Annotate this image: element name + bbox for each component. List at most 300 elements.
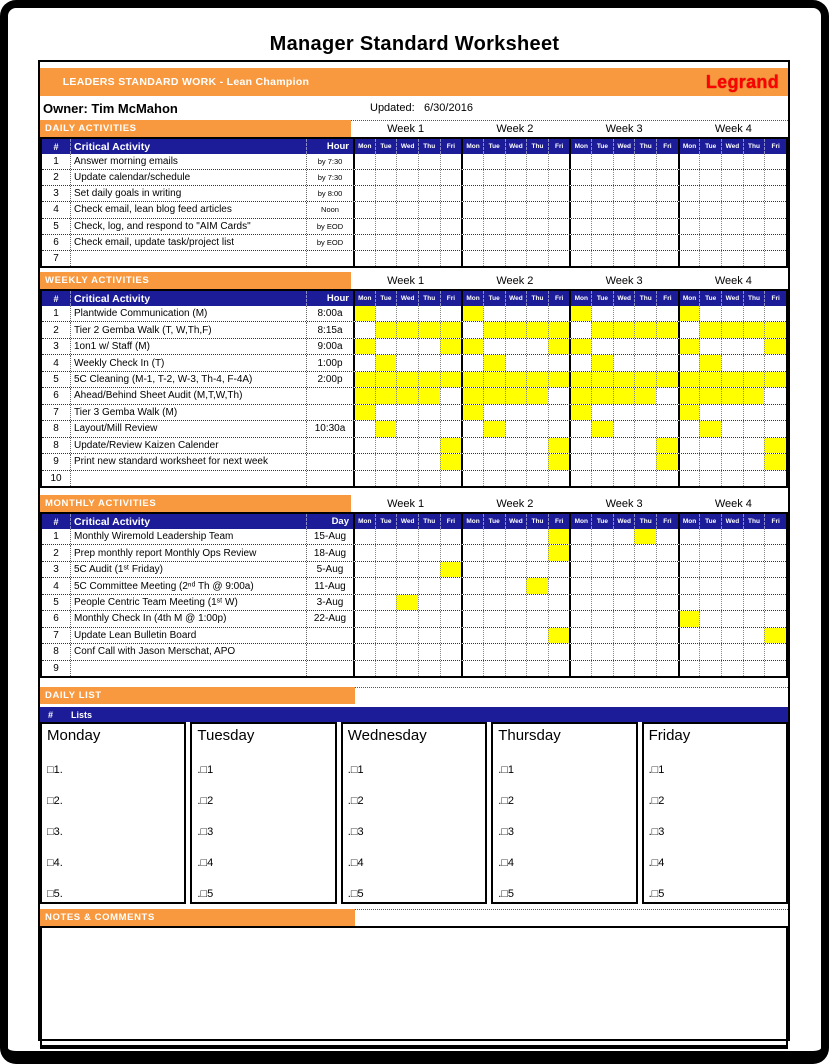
marked-day-cell[interactable] [743,322,765,337]
day-cell[interactable] [418,578,440,593]
day-cell[interactable] [396,235,418,250]
activity-cell[interactable]: Check, log, and respond to "AIM Cards" [70,219,306,234]
day-cell[interactable] [375,611,397,626]
day-cell[interactable] [569,355,591,370]
day-cell[interactable] [548,219,570,234]
day-cell[interactable] [440,306,462,321]
day-cell[interactable] [440,235,462,250]
day-cell[interactable] [721,186,743,201]
day-cell[interactable] [418,339,440,354]
day-cell[interactable] [764,251,786,266]
marked-day-cell[interactable] [505,372,527,387]
marked-day-cell[interactable] [764,339,786,354]
day-cell[interactable] [721,545,743,560]
marked-day-cell[interactable] [440,454,462,469]
marked-day-cell[interactable] [375,355,397,370]
day-cell[interactable] [461,219,483,234]
marked-day-cell[interactable] [721,372,743,387]
activity-cell[interactable] [70,661,306,676]
day-cell[interactable] [526,611,548,626]
day-cell[interactable] [440,421,462,436]
day-cell[interactable] [396,438,418,453]
day-cell[interactable] [548,154,570,169]
day-cell[interactable] [353,545,375,560]
day-cell[interactable] [396,405,418,420]
day-cell[interactable] [526,154,548,169]
day-cell[interactable] [418,471,440,486]
day-cell[interactable] [721,306,743,321]
day-cell[interactable] [569,529,591,544]
day-cell[interactable] [483,611,505,626]
day-cell[interactable] [699,405,721,420]
activity-cell[interactable] [70,251,306,266]
day-cell[interactable] [418,154,440,169]
day-cell[interactable] [678,251,700,266]
day-cell[interactable] [613,595,635,610]
day-cell[interactable] [656,628,678,643]
day-cell[interactable] [418,235,440,250]
day-cell[interactable] [396,306,418,321]
day-cell[interactable] [353,611,375,626]
marked-day-cell[interactable] [613,388,635,403]
checklist-item[interactable]: .□2 [197,795,214,807]
day-cell[interactable] [569,202,591,217]
day-cell[interactable] [483,628,505,643]
day-cell[interactable] [505,355,527,370]
marked-day-cell[interactable] [505,322,527,337]
day-cell[interactable] [721,471,743,486]
day-cell[interactable] [461,595,483,610]
checklist-item[interactable]: .□4 [347,857,364,869]
day-cell[interactable] [418,562,440,577]
day-cell[interactable] [764,154,786,169]
day-cell[interactable] [440,170,462,185]
hour-cell[interactable] [306,251,353,266]
day-cell[interactable] [418,644,440,659]
day-cell[interactable] [440,611,462,626]
day-cell[interactable] [548,471,570,486]
day-cell[interactable] [440,186,462,201]
day-cell[interactable] [353,595,375,610]
checklist-item[interactable]: .□3 [347,826,364,838]
day-cell[interactable] [461,545,483,560]
day-cell[interactable] [656,219,678,234]
marked-day-cell[interactable] [656,438,678,453]
marked-day-cell[interactable] [396,372,418,387]
marked-day-cell[interactable] [418,372,440,387]
day-cell[interactable] [569,611,591,626]
day-cell[interactable] [526,545,548,560]
day-cell[interactable] [591,578,613,593]
day-cell[interactable] [548,562,570,577]
day-cell[interactable] [353,661,375,676]
day-cell[interactable] [591,202,613,217]
day-cell[interactable] [678,219,700,234]
day-cell[interactable] [656,355,678,370]
day-cell[interactable] [656,644,678,659]
day-cell[interactable] [721,595,743,610]
day-cell[interactable] [353,578,375,593]
day-cell[interactable] [526,202,548,217]
day-cell[interactable] [634,306,656,321]
marked-day-cell[interactable] [505,388,527,403]
day-cell[interactable] [353,644,375,659]
day-cell[interactable] [440,545,462,560]
day-cell[interactable] [764,388,786,403]
marked-day-cell[interactable] [591,372,613,387]
day-cell[interactable] [699,251,721,266]
day-cell[interactable] [569,578,591,593]
day-cell[interactable] [353,471,375,486]
day-cell[interactable] [613,562,635,577]
marked-day-cell[interactable] [375,388,397,403]
marked-day-cell[interactable] [699,372,721,387]
day-cell[interactable] [461,421,483,436]
day-cell[interactable] [569,219,591,234]
day-cell[interactable] [353,562,375,577]
updated-value[interactable]: 6/30/2016 [424,102,473,114]
marked-day-cell[interactable] [526,388,548,403]
checklist-item[interactable]: .□2 [347,795,364,807]
day-cell[interactable] [764,170,786,185]
hour-cell[interactable]: 1:00p [306,355,353,370]
checklist-item[interactable]: .□2 [648,795,665,807]
day-cell[interactable] [375,251,397,266]
day-cell[interactable] [353,454,375,469]
day-cell[interactable] [699,202,721,217]
day-cell[interactable] [483,644,505,659]
day-cell[interactable] [526,339,548,354]
day-cell[interactable] [699,562,721,577]
day-cell[interactable] [505,611,527,626]
day-cell[interactable] [353,235,375,250]
day-cell[interactable] [591,529,613,544]
day-cell[interactable] [743,578,765,593]
day-cell[interactable] [353,251,375,266]
activity-cell[interactable]: Tier 2 Gemba Walk (T, W,Th,F) [70,322,306,337]
day-cell[interactable] [721,251,743,266]
day-cell[interactable] [721,339,743,354]
day-cell[interactable] [526,355,548,370]
day-cell[interactable] [375,154,397,169]
day-cell[interactable] [764,421,786,436]
day-cell[interactable] [440,628,462,643]
day-cell[interactable] [656,578,678,593]
day-cell[interactable] [634,611,656,626]
day-cell[interactable] [613,421,635,436]
day-cell[interactable] [548,170,570,185]
day-cell[interactable] [613,578,635,593]
day-cell[interactable] [548,306,570,321]
activity-cell[interactable] [70,471,306,486]
checklist-item[interactable]: .□1 [648,764,665,776]
day-cell[interactable] [483,306,505,321]
day-cell[interactable] [656,545,678,560]
day-cell[interactable] [505,438,527,453]
day-cell[interactable] [656,186,678,201]
day-cell[interactable] [678,471,700,486]
day-cell[interactable] [548,421,570,436]
day-cell[interactable] [721,529,743,544]
notes-area[interactable] [40,926,788,1049]
day-cell[interactable] [569,235,591,250]
day-cell[interactable] [699,644,721,659]
hour-cell[interactable]: by EOD [306,235,353,250]
day-cell[interactable] [375,578,397,593]
day-cell[interactable] [461,438,483,453]
day-cell[interactable] [461,454,483,469]
day-cell[interactable] [764,661,786,676]
hour-cell[interactable] [306,661,353,676]
day-cell[interactable] [440,251,462,266]
marked-day-cell[interactable] [699,355,721,370]
day-cell[interactable] [721,219,743,234]
day-cell[interactable] [764,578,786,593]
day-cell[interactable] [634,405,656,420]
day-cell[interactable] [440,405,462,420]
day-cell[interactable] [591,628,613,643]
day-cell[interactable] [634,628,656,643]
checklist-item[interactable]: .□4 [648,857,665,869]
day-cell[interactable] [505,339,527,354]
marked-day-cell[interactable] [678,339,700,354]
day-cell[interactable] [375,186,397,201]
day-cell[interactable] [656,421,678,436]
day-cell[interactable] [505,202,527,217]
activity-cell[interactable]: Tier 3 Gemba Walk (M) [70,405,306,420]
hour-cell[interactable]: 18-Aug [306,545,353,560]
day-cell[interactable] [656,562,678,577]
day-cell[interactable] [634,661,656,676]
marked-day-cell[interactable] [721,322,743,337]
day-cell[interactable] [548,611,570,626]
activity-cell[interactable]: 5C Cleaning (M-1, T-2, W-3, Th-4, F-4A) [70,372,306,387]
day-cell[interactable] [699,186,721,201]
day-cell[interactable] [743,202,765,217]
day-cell[interactable] [613,644,635,659]
day-cell[interactable] [678,529,700,544]
hour-cell[interactable]: by 8:00 [306,186,353,201]
day-cell[interactable] [526,661,548,676]
day-cell[interactable] [418,355,440,370]
day-cell[interactable] [505,405,527,420]
day-cell[interactable] [634,339,656,354]
day-cell[interactable] [375,306,397,321]
checklist-item[interactable]: .□5 [648,888,665,900]
marked-day-cell[interactable] [483,372,505,387]
day-cell[interactable] [743,611,765,626]
hour-cell[interactable] [306,628,353,643]
marked-day-cell[interactable] [548,628,570,643]
marked-day-cell[interactable] [548,454,570,469]
day-cell[interactable] [764,562,786,577]
day-cell[interactable] [375,661,397,676]
marked-day-cell[interactable] [526,578,548,593]
day-cell[interactable] [699,154,721,169]
marked-day-cell[interactable] [375,421,397,436]
marked-day-cell[interactable] [569,388,591,403]
marked-day-cell[interactable] [396,388,418,403]
activity-cell[interactable]: People Centric Team Meeting (1ˢᵗ W) [70,595,306,610]
day-cell[interactable] [591,251,613,266]
day-cell[interactable] [656,661,678,676]
hour-cell[interactable]: Noon [306,202,353,217]
day-cell[interactable] [569,628,591,643]
marked-day-cell[interactable] [440,339,462,354]
day-cell[interactable] [548,388,570,403]
day-cell[interactable] [483,661,505,676]
day-cell[interactable] [483,545,505,560]
day-cell[interactable] [743,355,765,370]
day-cell[interactable] [418,170,440,185]
day-cell[interactable] [461,154,483,169]
day-cell[interactable] [591,562,613,577]
day-cell[interactable] [743,186,765,201]
day-cell[interactable] [613,471,635,486]
day-cell[interactable] [764,235,786,250]
marked-day-cell[interactable] [548,438,570,453]
day-cell[interactable] [526,170,548,185]
day-cell[interactable] [418,628,440,643]
day-cell[interactable] [678,545,700,560]
marked-day-cell[interactable] [764,454,786,469]
marked-day-cell[interactable] [743,388,765,403]
hour-cell[interactable] [306,438,353,453]
activity-cell[interactable]: Print new standard worksheet for next week [70,454,306,469]
day-cell[interactable] [483,235,505,250]
day-cell[interactable] [721,421,743,436]
day-cell[interactable] [505,154,527,169]
marked-day-cell[interactable] [699,322,721,337]
day-cell[interactable] [569,251,591,266]
marked-day-cell[interactable] [461,372,483,387]
day-cell[interactable] [764,595,786,610]
day-cell[interactable] [375,170,397,185]
day-cell[interactable] [526,529,548,544]
day-cell[interactable] [613,355,635,370]
day-cell[interactable] [461,170,483,185]
day-cell[interactable] [353,438,375,453]
checklist-item[interactable]: .□5 [347,888,364,900]
day-cell[interactable] [613,628,635,643]
day-cell[interactable] [505,644,527,659]
day-cell[interactable] [483,219,505,234]
activity-cell[interactable]: Monthly Wiremold Leadership Team [70,529,306,544]
day-cell[interactable] [375,644,397,659]
checklist-item[interactable]: .□5 [498,888,515,900]
day-cell[interactable] [613,235,635,250]
day-cell[interactable] [483,202,505,217]
day-cell[interactable] [418,454,440,469]
day-cell[interactable] [526,438,548,453]
day-cell[interactable] [569,644,591,659]
day-cell[interactable] [440,388,462,403]
day-cell[interactable] [505,235,527,250]
marked-day-cell[interactable] [613,322,635,337]
day-cell[interactable] [569,471,591,486]
day-cell[interactable] [483,405,505,420]
day-cell[interactable] [375,438,397,453]
marked-day-cell[interactable] [634,529,656,544]
day-cell[interactable] [440,219,462,234]
day-cell[interactable] [591,454,613,469]
day-cell[interactable] [678,661,700,676]
day-cell[interactable] [396,562,418,577]
day-cell[interactable] [678,578,700,593]
day-cell[interactable] [743,471,765,486]
day-cell[interactable] [743,219,765,234]
day-cell[interactable] [634,219,656,234]
day-cell[interactable] [483,170,505,185]
marked-day-cell[interactable] [656,372,678,387]
day-cell[interactable] [440,661,462,676]
day-cell[interactable] [396,202,418,217]
day-cell[interactable] [526,644,548,659]
day-cell[interactable] [699,578,721,593]
day-cell[interactable] [699,628,721,643]
day-cell[interactable] [548,355,570,370]
day-cell[interactable] [396,578,418,593]
marked-day-cell[interactable] [483,388,505,403]
day-cell[interactable] [375,202,397,217]
checklist-item[interactable]: .□1 [347,764,364,776]
day-cell[interactable] [353,154,375,169]
day-cell[interactable] [656,388,678,403]
marked-day-cell[interactable] [353,339,375,354]
day-cell[interactable] [505,186,527,201]
day-cell[interactable] [396,355,418,370]
checklist-item[interactable]: .□4 [197,857,214,869]
day-cell[interactable] [634,562,656,577]
day-cell[interactable] [505,421,527,436]
day-cell[interactable] [461,251,483,266]
day-cell[interactable] [634,235,656,250]
day-cell[interactable] [743,545,765,560]
day-cell[interactable] [483,154,505,169]
checklist-item[interactable]: .□4 [498,857,515,869]
hour-cell[interactable]: 11-Aug [306,578,353,593]
marked-day-cell[interactable] [396,322,418,337]
day-cell[interactable] [548,644,570,659]
day-cell[interactable] [764,529,786,544]
marked-day-cell[interactable] [764,372,786,387]
day-cell[interactable] [569,170,591,185]
checklist-item[interactable]: □5. [47,888,63,900]
marked-day-cell[interactable] [440,562,462,577]
checklist-item[interactable]: .□3 [648,826,665,838]
day-cell[interactable] [505,454,527,469]
day-cell[interactable] [656,154,678,169]
day-cell[interactable] [440,595,462,610]
day-cell[interactable] [375,235,397,250]
marked-day-cell[interactable] [483,322,505,337]
day-cell[interactable] [699,219,721,234]
day-cell[interactable] [526,186,548,201]
checklist-item[interactable]: □4. [47,857,63,869]
checklist-item[interactable]: .□5 [197,888,214,900]
marked-day-cell[interactable] [375,322,397,337]
day-cell[interactable] [461,529,483,544]
day-cell[interactable] [656,170,678,185]
day-cell[interactable] [721,170,743,185]
day-cell[interactable] [418,529,440,544]
activity-cell[interactable]: Prep monthly report Monthly Ops Review [70,545,306,560]
day-cell[interactable] [721,562,743,577]
day-cell[interactable] [440,578,462,593]
day-cell[interactable] [656,405,678,420]
day-cell[interactable] [678,562,700,577]
activity-cell[interactable]: Answer morning emails [70,154,306,169]
